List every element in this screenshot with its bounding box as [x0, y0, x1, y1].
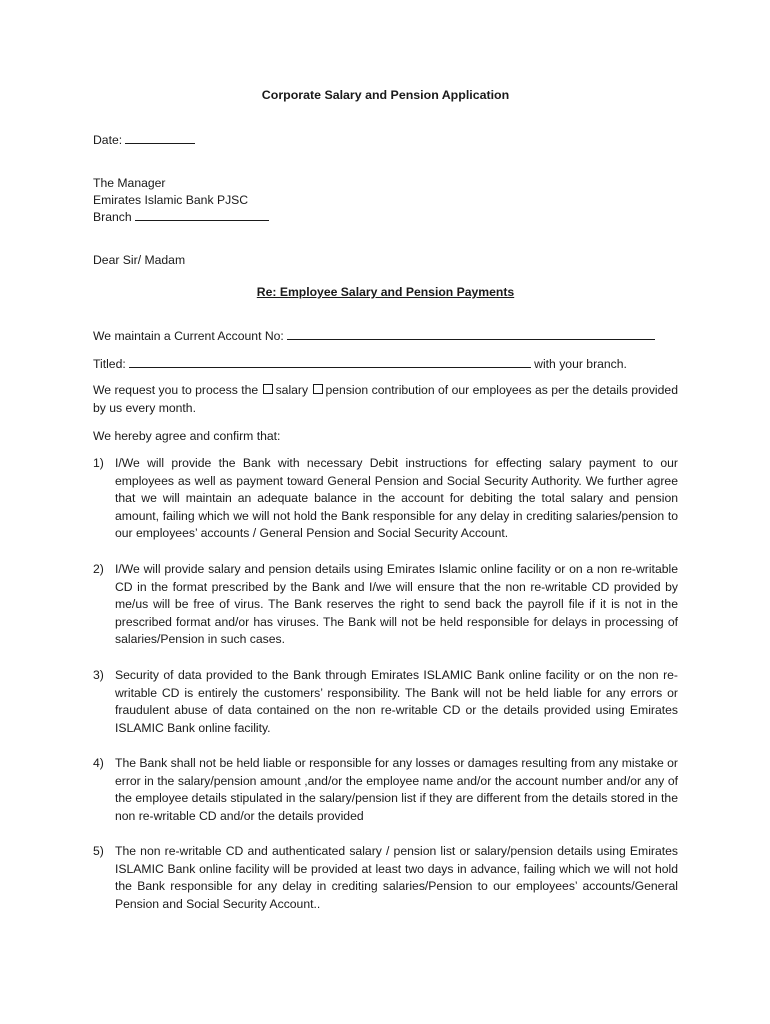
page-title: Corporate Salary and Pension Application — [261, 88, 510, 102]
date-field[interactable] — [125, 131, 195, 144]
date-line — [93, 131, 195, 150]
list-number: 4) — [93, 756, 104, 770]
agree-intro: We hereby agree and confirm that: — [93, 429, 281, 443]
pension-option-label: pension contribution of our employees as per the details provided by us every month. — [93, 383, 678, 415]
recipient-line-1: The Manager — [93, 176, 166, 190]
list-text: Security of data provided to the Bank through Emirates ISLAMIC Bank online facility or on the non re-writable CD is entirely the customers’ responsibility. The Bank will not be held liable for any errors or fraudulent abuse of data contained on the non re-writable CD or the details provided using Emirates ISLAMIC Bank online facility. — [115, 668, 678, 735]
recipient-line-2: Emirates Islamic Bank PJSC — [93, 193, 249, 207]
branch-line — [93, 208, 269, 227]
list-item — [93, 843, 678, 913]
list-number: 5) — [93, 844, 104, 858]
request-paragraph — [93, 382, 678, 417]
list-text: I/We will provide salary and pension details using Emirates Islamic online facility or on a non re-writable CD in the format prescribed by the Bank and I/we will ensure that the non re-writable CD provided by me/us will be free of virus. The Bank reserves the right to send back the payroll file if it is not in the prescribed format and/or has viruses. The Bank will not be held responsible for delays in processing of salaries/Pension in such cases. — [115, 562, 678, 647]
request-prefix: We request you to process the — [93, 383, 259, 397]
account-line — [93, 327, 655, 346]
list-number: 3) — [93, 668, 104, 682]
titled-line — [93, 355, 627, 374]
list-text: I/We will provide the Bank with necessary Debit instructions for effecting salary payment to our employees as well as payment toward General Pension and Social Security Authority. We further agree that we will maintain an adequate balance in the account for debiting the total salary and pension amount, failing which we will not hold the Bank responsible for any delay in crediting salaries/pension to our employees’ accounts / General Pension and Social Security Account. — [115, 456, 678, 541]
titled-field[interactable] — [129, 355, 531, 368]
titled-label: Titled: — [93, 357, 126, 371]
titled-suffix: with your branch. — [534, 357, 627, 371]
branch-label: Branch — [93, 210, 132, 224]
list-number: 1) — [93, 456, 104, 470]
account-label: We maintain a Current Account No: — [93, 329, 284, 343]
subject-heading: Re: Employee Salary and Pension Payments — [256, 285, 515, 299]
salary-option-label: salary — [275, 383, 309, 397]
list-number: 2) — [93, 562, 104, 576]
branch-field[interactable] — [135, 208, 269, 221]
pension-checkbox[interactable] — [313, 384, 323, 394]
date-label: Date: — [93, 133, 123, 147]
list-text: The Bank shall not be held liable or responsible for any losses or damages resulting from any mistake or error in the salary/pension amount ,and/or the employee name and/or the account number and/or any of the employee details stipulated in the salary/pension list if they are different from the details stored in the non re-writable CD and/or the details provided — [115, 756, 678, 823]
list-item — [93, 455, 678, 543]
list-item — [93, 561, 678, 649]
list-text: The non re-writable CD and authenticated salary / pension list or salary/pension details using Emirates ISLAMIC Bank online facility will be provided at least two days in advance, failing which we will not hold the Bank responsible for any delay in crediting salaries/Pension to our employees’ accounts/General Pension and Social Security Account.. — [115, 844, 678, 911]
salutation: Dear Sir/ Madam — [93, 253, 186, 267]
salary-checkbox[interactable] — [263, 384, 273, 394]
list-item — [93, 667, 678, 737]
list-item — [93, 755, 678, 825]
account-number-field[interactable] — [287, 327, 655, 340]
